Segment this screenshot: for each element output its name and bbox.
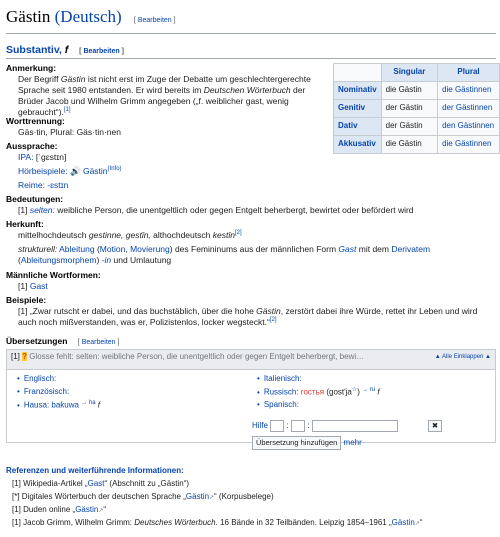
grimm-link[interactable]: Gästin <box>391 518 415 528</box>
case-nominativ[interactable]: Nominativ <box>334 82 382 100</box>
question-marker: ? <box>22 352 28 361</box>
translation-item: • Spanisch: <box>257 400 299 409</box>
gast-form-link[interactable]: Gast <box>29 281 48 292</box>
uebersetzungen-heading <box>6 336 119 347</box>
table-cell: die Gästin <box>381 82 437 100</box>
references-section <box>6 466 422 531</box>
external-link-icon: ↗ <box>98 508 104 515</box>
translation-item: • Hausa: baƙuwa $^{\to ha}$ f <box>17 400 101 410</box>
reime-link[interactable]: -ɛstɪn <box>47 180 69 191</box>
dwds-link[interactable]: Gästin <box>185 492 210 502</box>
substantiv-edit-link[interactable]: [ Bearbeiten ] <box>79 48 124 55</box>
uebersetzungen-title: Übersetzungen <box>6 336 68 346</box>
anmerkung-label: Anmerkung: <box>6 63 57 73</box>
beispiele-section <box>6 295 494 328</box>
derivatem-link[interactable]: Derivatem <box>391 244 431 255</box>
herkunft-ref-link[interactable]: [2] <box>234 230 242 237</box>
translation-item: • Englisch: <box>17 374 57 383</box>
worttrennung-section <box>6 116 121 138</box>
speaker-icon[interactable]: 🔊 <box>70 166 81 177</box>
gast-link[interactable]: Gast <box>338 244 357 255</box>
ipa-link[interactable]: IPA: <box>18 152 34 163</box>
reference-item: [1] Duden online „Gästin↗“ <box>12 505 107 515</box>
add-translation-actions <box>252 436 442 450</box>
table-cell <box>438 136 500 154</box>
herkunft-label: Herkunft: <box>6 219 44 229</box>
language-code-input[interactable] <box>270 420 284 432</box>
ipa-row <box>6 152 122 166</box>
ableitung-link[interactable]: Ableitung <box>59 244 95 255</box>
plural-link[interactable]: die Gästinnen <box>442 139 492 149</box>
table-corner <box>334 64 382 82</box>
hilfe-link[interactable]: Hilfe <box>252 421 269 431</box>
lang-franzoesisch-link[interactable]: Französisch: <box>23 387 70 396</box>
hoerbeispiele-link[interactable]: Hörbeispiele: <box>18 166 68 177</box>
movierung-link[interactable]: Movierung <box>130 244 170 255</box>
worttrennung-text: Gäs·tin, Plural: Gäs·tin·nen <box>18 127 121 138</box>
translation-column-left <box>17 374 100 413</box>
bedeutungen-label: Bedeutungen: <box>6 194 64 204</box>
audio-link[interactable]: Gästin <box>82 166 108 177</box>
hausa-translation-link[interactable]: baƙuwa <box>51 400 79 410</box>
lang-russisch-link[interactable]: Russisch: <box>263 387 299 397</box>
herkunft-line-1: mittelhochdeutsch gestinne, gestīn, althochdeutsch kestīn[2] <box>18 230 242 241</box>
plural-link[interactable]: den Gästinnen <box>442 121 495 131</box>
herkunft-line-3: (Ableitungsmorphem) -in und Umlautung <box>18 255 172 266</box>
hausa-wiktionary-link[interactable]: → ha <box>81 400 96 406</box>
motion-link[interactable]: Motion <box>99 244 126 255</box>
case-dativ[interactable]: Dativ <box>334 118 382 136</box>
table-cell: der Gästin <box>381 118 437 136</box>
selten-link[interactable]: selten: <box>29 205 55 216</box>
declension-table <box>333 63 500 154</box>
russian-translation-link[interactable]: гостья <box>300 387 325 397</box>
beispiele-label: Beispiele: <box>6 295 47 305</box>
maennlich-section <box>6 270 101 292</box>
audio-info-link[interactable]: (Info) <box>107 166 122 173</box>
plural-link[interactable]: die Gästinnen <box>442 85 492 95</box>
external-link-icon: ↗ <box>414 521 420 528</box>
add-translation-button[interactable]: Übersetzung hinzufügen <box>252 436 341 450</box>
lang-hausa-link[interactable]: Hausa: <box>23 400 50 410</box>
table-cell: die Gästin <box>381 136 437 154</box>
collapse-all-toggle[interactable]: ▲ Alle Einklappen ▲ <box>434 354 491 360</box>
add-translation-row: Hilfe : : ✖ <box>252 420 442 434</box>
table-cell <box>438 100 500 118</box>
table-row <box>334 118 500 136</box>
references-title: Referenzen und weiterführende Informationen: <box>6 466 184 475</box>
mehr-link[interactable]: mehr <box>343 437 362 447</box>
translation-item: • Italienisch: <box>257 374 302 383</box>
beispiel-item: [1] „Zwar rutscht er dabei, und das buchstäblich, über die hohe Gästin, zerstört dabei ihre Würde, rettet ihr Leben und wird auch noch mißverstanden, was er, Polizistenlos, locker wegsteckt.“[2] <box>18 306 478 328</box>
hoerbeispiele-row <box>6 166 122 180</box>
lang-englisch-link[interactable]: Englisch: <box>23 374 57 383</box>
reime-row <box>6 180 122 191</box>
heading-language-link[interactable]: (Deutsch) <box>54 7 122 26</box>
table-cell <box>438 118 500 136</box>
worttrennung-label: Worttrennung: <box>6 116 65 126</box>
russian-wiktionary-link[interactable]: → ru <box>362 387 376 393</box>
gloss-hint: Glosse fehlt: selten: weibliche Person, die unentgeltlich oder gegen Entgelt beherbergt, bewi… <box>29 352 365 361</box>
anmerkung-section <box>6 63 326 118</box>
add-translation-form <box>252 420 442 450</box>
script-input[interactable] <box>291 420 305 432</box>
case-genitiv[interactable]: Genitiv <box>334 100 382 118</box>
reference-item: [1] Jacob Grimm, Wilhelm Grimm: Deutsches Wörterbuch. 16 Bände in 32 Teilbänden. Leipzig 1854–1961 „Gästin↗“ <box>12 518 423 528</box>
reime-label-link[interactable]: Reime: <box>18 180 45 191</box>
page-heading <box>6 6 176 28</box>
external-link-icon: ↗ <box>209 495 215 502</box>
in-suffix-link[interactable]: -in <box>101 255 112 266</box>
plural-link[interactable]: der Gästinnen <box>442 103 493 113</box>
translation-column-right <box>257 374 380 413</box>
aussprache-label: Aussprache: <box>6 141 58 151</box>
pos-link[interactable]: Substantiv, <box>6 44 62 56</box>
clear-button[interactable]: ✖ <box>428 420 442 432</box>
translation-item: • Französisch: <box>17 387 70 396</box>
reference-item: [*] Digitales Wörterbuch der deutschen Sprache „Gästin↗“ (Korpusbelege) <box>12 492 274 502</box>
anmerkung-ref-link[interactable]: [1] <box>63 107 71 114</box>
column-header-plural[interactable]: Plural <box>438 64 500 82</box>
table-row <box>334 100 500 118</box>
maennlich-item: [1] Gast <box>18 281 48 292</box>
uebersetzungen-edit-link[interactable]: [ Bearbeiten ] <box>77 339 120 346</box>
beispiel-ref-link[interactable]: [2] <box>269 317 277 324</box>
section-divider <box>6 58 496 59</box>
anmerkung-text: Der Begriff Gästin ist nicht erst im Zuge der Debatte um geschlechtergerechte Sprache seit 1980 entstanden. Er wird bereits im Deutschen Wörterbuch der Brüder Jacob und Wilhelm Grimm angegeben („f. weiblicher gast, wenig gebraucht“).[1] <box>18 74 311 118</box>
heading-edit-link[interactable]: [ Bearbeiten ] <box>133 17 176 24</box>
section-heading-substantiv <box>6 44 124 58</box>
heading-divider <box>6 33 496 34</box>
table-cell <box>438 82 500 100</box>
case-akkusativ[interactable]: Akkusativ <box>334 136 382 154</box>
wikipedia-gast-link[interactable]: Gast <box>87 479 105 489</box>
ableitungsmorphem-link[interactable]: Ableitungsmorphem <box>20 255 97 266</box>
translation-item: • Russisch: гостья (gostʹja☆) $^{\to ru}$ f <box>257 387 380 397</box>
ipa-value: [ˈɡɛstɪn] <box>35 152 67 163</box>
bedeutungen-section <box>6 194 414 216</box>
herkunft-line-2: strukturell: Ableitung (Motion, Movierung) des Femininums aus der männlichen Form Gast mit dem Derivatem <box>18 244 431 255</box>
table-row <box>334 82 500 100</box>
star-icon[interactable]: ☆ <box>351 387 358 393</box>
lang-spanisch-link[interactable]: Spanisch: <box>263 400 299 409</box>
gender-marker: f <box>64 44 69 56</box>
table-row <box>334 136 500 154</box>
lang-italienisch-link[interactable]: Italienisch: <box>263 374 302 383</box>
maennlich-label: Männliche Wortformen: <box>6 270 101 280</box>
aussprache-section <box>6 141 122 191</box>
bedeutung-item: [1] selten: weibliche Person, die unentgeltlich oder gegen Entgelt beherbergt, bewirtet oder befördert wird <box>18 205 414 216</box>
herkunft-section <box>6 219 494 266</box>
duden-link[interactable]: Gästin <box>75 505 99 515</box>
translation-box-header[interactable]: [1] ? Glosse fehlt: selten: weibliche Person, die unentgeltlich oder gegen Entgelt beherbergt, bewi… ▲ Alle Einklappen ▲ <box>7 350 495 370</box>
table-cell: der Gästin <box>381 100 437 118</box>
reference-item: [1] Wikipedia-Artikel „Gast“ (Abschnitt zu „Gästin“) <box>12 479 189 489</box>
heading-word: Gästin <box>6 7 51 26</box>
column-header-singular[interactable]: Singular <box>381 64 437 82</box>
translation-input[interactable] <box>312 420 398 432</box>
